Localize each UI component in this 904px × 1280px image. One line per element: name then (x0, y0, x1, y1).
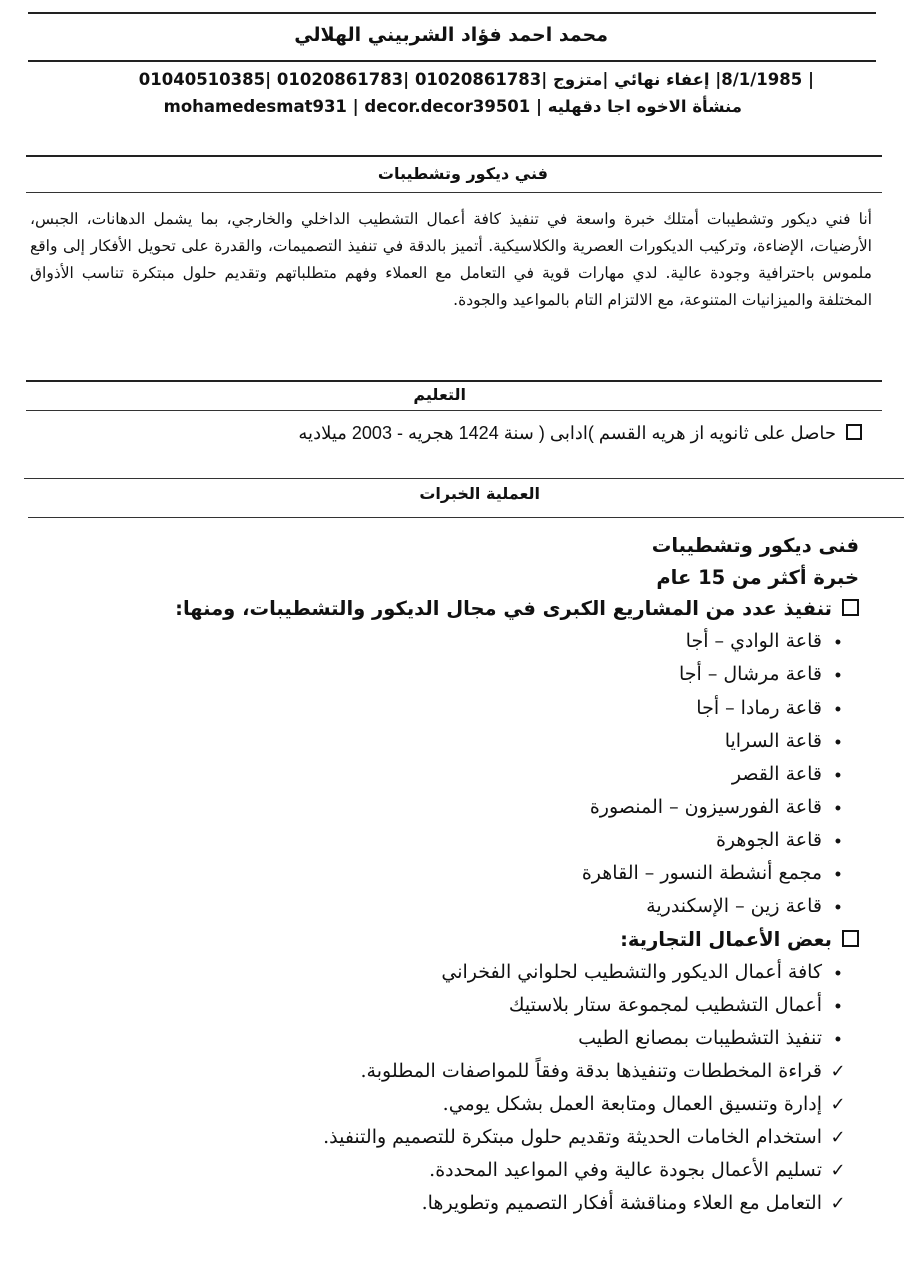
project-item (686, 630, 854, 652)
education-bottom-rule (26, 410, 882, 411)
commercial-item (578, 1027, 854, 1049)
skill-item-text: تسليم الأعمال بجودة عالية وفي المواعيد المحددة. (429, 1159, 822, 1181)
checkmark-icon: ✓ (830, 1061, 846, 1082)
commercial-heading (620, 928, 859, 951)
skill-item-text: التعامل مع العلاء ومناقشة أفكار التصميم وتطويرها. (421, 1192, 822, 1214)
bullet-icon: • (833, 768, 843, 784)
experience-top-rule (24, 478, 904, 479)
bullet-icon: • (833, 668, 843, 684)
commercial-item-text: تنفيذ التشطيبات بمصانع الطيب (578, 1027, 822, 1049)
professional-summary: أنا فني ديكور وتشطيبات أمتلك خبرة واسعة في تنفيذ كافة أعمال التشطيب الداخلي والخارجي، بما يشمل الدهانات، الجبس، الأرضيات، الإضاءة، وتركيب الديكورات العصرية والكلاسيكية. أتميز بالدقة في تنفيذ التصميمات، والقدرة على تحويل الأفكار إلى واقع ملموس باحترافية وجودة عالية. لدي مهارات قوية في التعامل مع العملاء وفهم متطلباتهم وتقديم حلول مبتكرة تناسب الأذواق المختلفة والميزانيات المتنوعة، مع الالتزام التام بالمواعيد والجودة. (30, 210, 872, 309)
bullet-icon: • (833, 735, 843, 751)
project-item-text: قاعة القصر (731, 763, 822, 785)
education-item (298, 423, 862, 444)
project-item-text: قاعة الجوهرة (715, 829, 822, 851)
experience-title: العملية الخبرات (419, 484, 540, 503)
project-item (582, 862, 854, 884)
bullet-icon: • (833, 966, 843, 982)
bullet-icon: • (833, 999, 843, 1015)
experience-bottom-rule (28, 517, 904, 518)
project-item (716, 829, 854, 851)
commercial-item-text: أعمال التشطيب لمجموعة ستار بلاستيك (508, 994, 822, 1016)
skill-item (361, 1060, 854, 1082)
bullet-icon: • (833, 900, 843, 916)
skill-item-text: إدارة وتنسيق العمال ومتابعة العمل بشكل يومي. (442, 1093, 822, 1115)
commercial-heading-text: بعض الأعمال التجارية: (620, 928, 832, 951)
checkbox-icon (842, 599, 859, 616)
education-top-rule (26, 380, 882, 382)
name-rule (28, 60, 876, 62)
bullet-icon: • (833, 801, 843, 817)
project-item (696, 697, 854, 719)
project-item (732, 763, 854, 785)
checkbox-icon (846, 424, 862, 440)
checkbox-icon (842, 930, 859, 947)
project-item-text: قاعة رمادا – أجا (696, 697, 822, 719)
bullet-icon: • (833, 834, 843, 850)
commercial-item-text: كافة أعمال الديكور والتشطيب لحلواني الفخراني (441, 961, 822, 983)
projects-heading (175, 597, 859, 620)
checkmark-icon: ✓ (830, 1193, 846, 1214)
job-title-top-rule (26, 155, 882, 157)
project-item-text: قاعة زين – الإسكندرية (646, 895, 822, 917)
education-title: التعليم (413, 385, 466, 404)
project-item-text: قاعة الفورسيزون – المنصورة (589, 796, 822, 818)
skill-item-text: استخدام الخامات الحديثة وتقديم حلول مبتكرة للتصميم والتنفيذ. (323, 1126, 822, 1148)
project-item-text: قاعة مرشال – أجا (678, 663, 822, 685)
education-item-text: حاصل على ثانويه از هريه القسم )ادابى ( سنة 1424 هجريه - 2003 ميلاديه (298, 423, 836, 443)
skill-item-text: قراءة المخططات وتنفيذها بدقة وفقاً للمواصفات المطلوبة. (360, 1060, 822, 1082)
contact-line-1: | 8/1/1985| إعفاء نهائي |متزوج |01020861783 |01020861783 |01040510385 (138, 70, 814, 89)
project-item-text: قاعة الوادي – أجا (685, 630, 822, 652)
project-item (725, 730, 854, 752)
skill-item (422, 1192, 854, 1214)
checkmark-icon: ✓ (830, 1160, 846, 1181)
top-rule (28, 12, 876, 14)
commercial-item (509, 994, 854, 1016)
project-item-text: قاعة السرايا (724, 730, 822, 752)
experience-duration: خبرة أكثر من 15 عام (656, 566, 859, 589)
skill-item (429, 1159, 854, 1181)
projects-heading-text: تنفيذ عدد من المشاريع الكبرى في مجال الديكور والتشطيبات، ومنها: (175, 597, 832, 620)
job-title: فني ديكور وتشطيبات (377, 164, 548, 183)
candidate-name: محمد احمد فؤاد الشربيني الهلالي (294, 24, 608, 46)
bullet-icon: • (833, 1032, 843, 1048)
project-item (590, 796, 854, 818)
commercial-item (441, 961, 854, 983)
job-title-bottom-rule (26, 192, 882, 193)
checkmark-icon: ✓ (830, 1094, 846, 1115)
experience-role: فنى ديكور وتشطيبات (651, 534, 859, 557)
bullet-icon: • (833, 635, 843, 651)
checkmark-icon: ✓ (830, 1127, 846, 1148)
project-item (679, 663, 854, 685)
bullet-icon: • (833, 867, 843, 883)
contact-line-2: منشأة الاخوه اجا دقهليه | mohamedesmat931 | decor.decor39501 (163, 97, 742, 116)
bullet-icon: • (833, 702, 843, 718)
project-item-text: مجمع أنشطة النسور – القاهرة (581, 862, 822, 884)
skill-item (443, 1093, 854, 1115)
project-item (646, 895, 854, 917)
skill-item (323, 1126, 854, 1148)
